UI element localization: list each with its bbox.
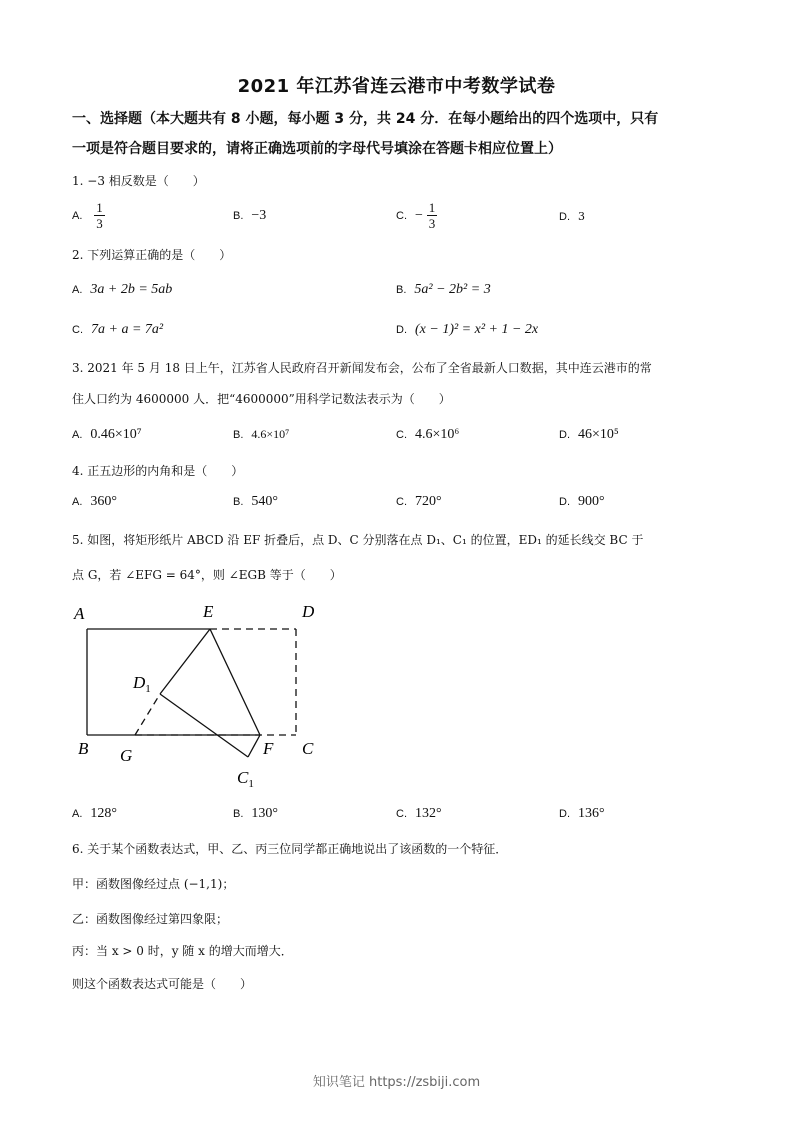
label-c1: $C_1$ bbox=[237, 768, 254, 790]
q5-option-b: B. 130° bbox=[233, 806, 279, 821]
q2-option-a: A. 3a + 2b = 5ab bbox=[72, 282, 173, 297]
q4-option-a: A. 360° bbox=[72, 494, 118, 509]
edge-d1c1 bbox=[160, 694, 248, 757]
fraction: $\frac{1}{3}$ bbox=[96, 200, 103, 231]
q6-question: 则这个函数表达式可能是（ ） bbox=[72, 977, 253, 991]
option-label: A. bbox=[72, 210, 83, 222]
q6-stem-line-1: 6. 关于某个函数表达式，甲、乙、丙三位同学都正确地说出了该函数的一个特征． bbox=[72, 842, 508, 856]
edge-gd1-dashed bbox=[135, 694, 160, 735]
q3-option-c: C. 4.6×10⁶ bbox=[396, 427, 460, 442]
q1-option-c: C. − $\frac{1}{3}$ bbox=[396, 200, 436, 231]
q1-option-a bbox=[72, 200, 105, 231]
folding-figure bbox=[60, 595, 340, 795]
label-e: E bbox=[203, 602, 214, 621]
section-heading-line-2: 一项是符合题目要求的，请将正确选项前的字母代号填涂在答题卡相应位置上） bbox=[72, 141, 562, 157]
q2-option-d: D. (x − 1)² = x² + 1 − 2x bbox=[396, 322, 539, 337]
q5-stem-line-1: 5. 如图，将矩形纸片 ABCD 沿 EF 折叠后，点 D、C 分别落在点 D₁、C₁ 的位置，ED₁ 的延长线交 BC 于 bbox=[72, 533, 644, 547]
section-heading-line-1: 一、选择题（本大题共有 8 小题，每小题 3 分，共 24 分．在每小题给出的四个选项中，只有 bbox=[72, 111, 659, 127]
label-d: D bbox=[302, 602, 315, 621]
q2-option-c: C. 7a + a = 7a² bbox=[72, 322, 164, 337]
footer-watermark: 知识笔记 https://zsbiji.com bbox=[312, 1075, 481, 1090]
section-heading bbox=[72, 104, 722, 164]
q5-option-c: C. 132° bbox=[396, 806, 442, 821]
q1-option-d: D. 3 bbox=[559, 210, 585, 223]
edge-c1f bbox=[248, 735, 260, 757]
q1-option-b: B. −3 bbox=[233, 208, 267, 223]
label-d1: $D_1$ bbox=[133, 673, 151, 695]
q4-option-c: C. 720° bbox=[396, 494, 442, 509]
q5-stem-line-2: 点 G，若 ∠EFG = 64°，则 ∠EGB 等于（ ） bbox=[72, 568, 342, 582]
q3-stem-line-2: 住人口约为 4600000 人．把“4600000”用科学记数法表示为（ ） bbox=[72, 392, 451, 406]
q4-option-b: B. 540° bbox=[233, 494, 279, 509]
q4-stem: 4. 正五边形的内角和是（ ） bbox=[72, 464, 244, 478]
label-b: B bbox=[78, 739, 89, 758]
edge-ef bbox=[210, 629, 260, 735]
label-a: A bbox=[74, 604, 85, 623]
q3-option-b: B. 4.6×10⁷ bbox=[233, 427, 290, 441]
q5-option-a: A. 128° bbox=[72, 806, 118, 821]
label-g: G bbox=[120, 746, 133, 765]
page-title: 2021 年江苏省连云港市中考数学试卷 bbox=[237, 76, 556, 97]
edge-ed1 bbox=[160, 629, 210, 694]
q3-stem-line-1: 3. 2021 年 5 月 18 日上午，江苏省人民政府召开新闻发布会，公布了全省最新人口数据，其中连云港市的常 bbox=[72, 361, 652, 375]
q3-option-d: D. 46×10⁵ bbox=[559, 427, 619, 442]
label-f: F bbox=[263, 739, 274, 758]
q5-option-d: D. 136° bbox=[559, 806, 605, 821]
q3-option-a: A. 0.46×10⁷ bbox=[72, 427, 142, 442]
q6-bing: 丙：当 x > 0 时，y 随 x 的增大而增大． bbox=[72, 944, 293, 958]
q2-option-b: B. 5a² − 2b² = 3 bbox=[396, 282, 491, 297]
fraction: $\frac{1}{3}$ bbox=[428, 200, 436, 231]
q6-yi: 乙：函数图像经过第四象限； bbox=[72, 912, 229, 926]
q6-jia: 甲：函数图像经过点 (−1,1)； bbox=[72, 877, 235, 891]
label-c: C bbox=[302, 739, 314, 758]
q2-stem: 2. 下列运算正确的是（ ） bbox=[72, 248, 232, 262]
q4-option-d: D. 900° bbox=[559, 494, 605, 509]
q1-stem: 1. −3 相反数是（ ） bbox=[72, 174, 205, 188]
